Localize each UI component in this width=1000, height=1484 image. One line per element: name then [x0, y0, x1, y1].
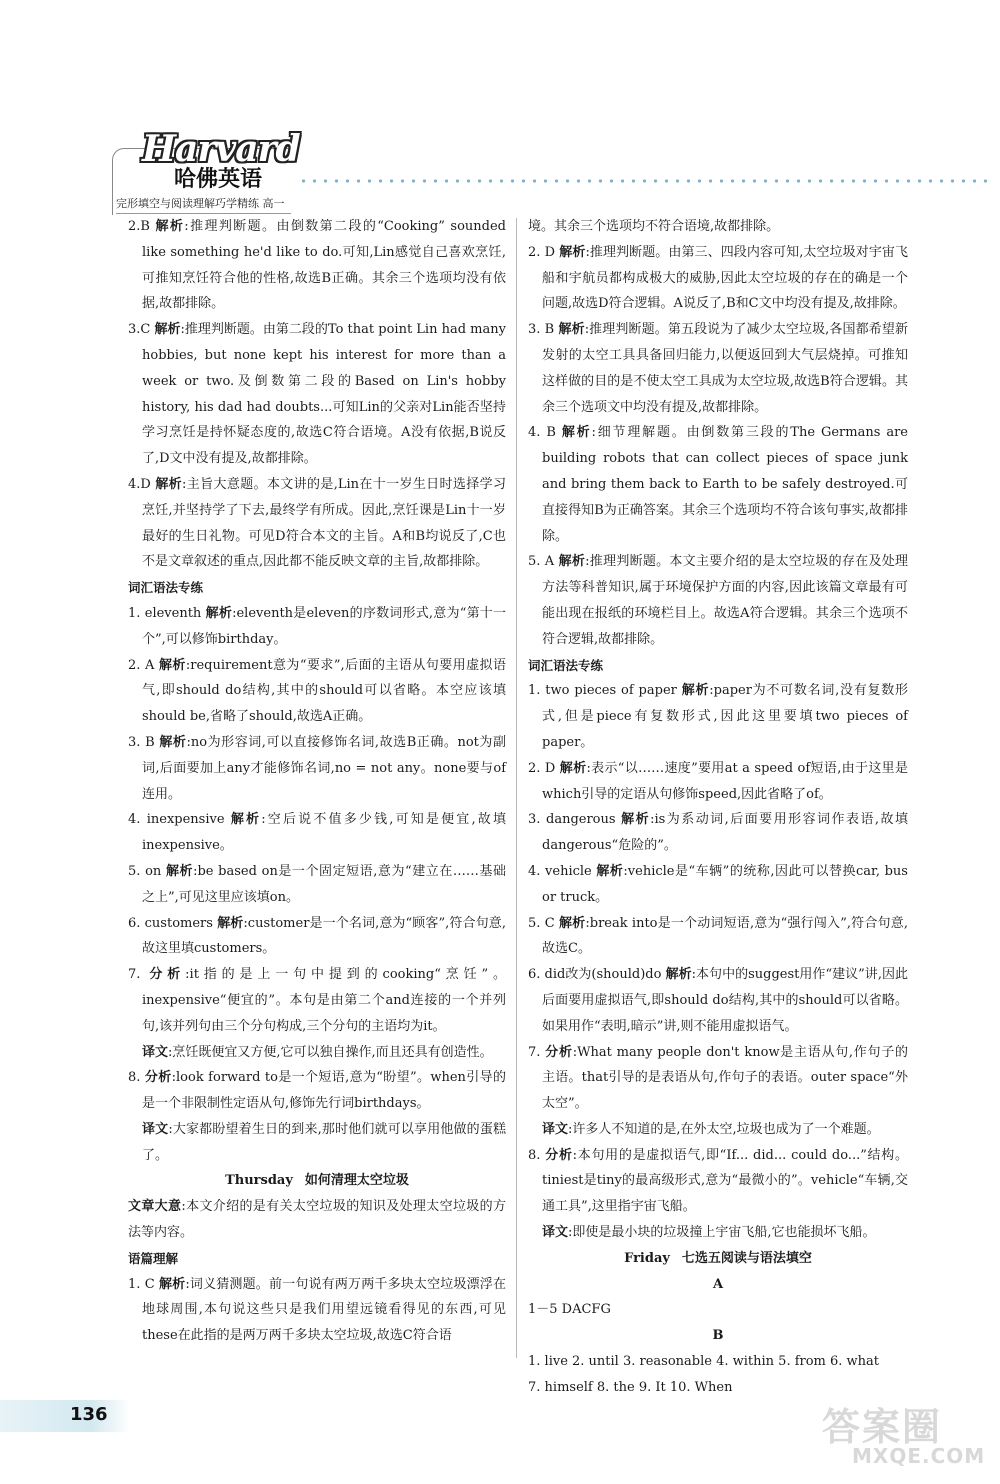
- answer-item: [528, 859, 908, 911]
- left-column: [128, 214, 506, 1349]
- answer-text: :推理判断题。第五段说为了减少太空垃圾,各国都希望新发射的太空工具具备回归能力,以便返回到大气层烧掉。可推知这样做的目的是不使太空工具成为太空垃圾,故选B符合逻辑。其余三个选项文中均没有提及,故都排除。: [542, 322, 908, 415]
- part-heading: [528, 1272, 908, 1298]
- answer-key: 4. inexpensive: [128, 812, 225, 828]
- answer-item: [128, 962, 506, 1039]
- translation-line: [128, 1117, 506, 1169]
- section-title: 词汇语法专练: [528, 657, 604, 673]
- answer-key: 8.: [528, 1147, 541, 1163]
- answer-label: 解析: [559, 244, 586, 260]
- summary-paragraph: [128, 1194, 506, 1246]
- answer-text: :推理判断题。由第二段的To that point Lin had many hobbies, but none kept his interest for more than a week or two.及倒数第二段的Based on Lin's hobby history, his dad had doubts...可知Lin的父亲对Lin能否坚持学习烹饪是持怀疑态度的,故选C符合语境。A没有依据,B说反了,D文中没有提及,故都排除。: [142, 322, 506, 467]
- logo-chinese-title: 哈佛英语: [174, 167, 263, 192]
- answer-label: 解析: [681, 683, 710, 699]
- page-number-tab: [0, 1400, 130, 1432]
- summary-label: 文章大意: [128, 1199, 182, 1215]
- answer-text: :is为系动词,后面要用形容词作表语,故填dangerous“危险的”。: [542, 812, 908, 854]
- answer-label: 解析: [155, 219, 185, 234]
- answer-item: [528, 756, 908, 808]
- answer-item: [528, 317, 908, 420]
- summary-text: :本文介绍的是有关太空垃圾的知识及处理太空垃圾的方法等内容。: [128, 1199, 506, 1241]
- answer-item: [128, 601, 506, 653]
- line-text: 境。其余三个选项均不符合语境,故都排除。: [528, 219, 780, 234]
- answer-key: 4.D: [128, 476, 151, 492]
- answer-key: 1. C: [128, 1276, 155, 1292]
- answer-item: [128, 653, 506, 730]
- answer-item: [128, 214, 506, 317]
- translation-text: :即使是最小块的垃圾撞上宇宙飞船,它也能损坏飞船。: [568, 1225, 876, 1241]
- answer-label: 解析: [558, 554, 586, 570]
- answer-item: [128, 317, 506, 472]
- translation-label: 译文: [142, 1121, 169, 1137]
- answer-line: [528, 1297, 908, 1323]
- answer-key: 1. eleventh: [128, 605, 202, 621]
- answer-key: 6. customers: [128, 915, 213, 931]
- book-subtitle: 完形填空与阅读理解巧学精练 高一: [116, 195, 291, 214]
- part-heading: [528, 1323, 908, 1349]
- answer-label: 解析: [158, 657, 186, 673]
- answer-label: 解析: [159, 734, 187, 750]
- answer-text: :no为形容词,可以直接修饰名词,故选B正确。not为副词,后面要加上any才能修饰名词,no = not any。none要与of连用。: [142, 734, 506, 802]
- answer-text: :本句用的是虚拟语气,即“If... did... could do...”结构。tiniest是tiny的最高级形式,意为“最微小的”。vehicle“车辆,交通工具”,这里指宇宙飞船。: [542, 1147, 908, 1215]
- answer-label: 分析: [545, 1044, 573, 1060]
- answer-item: [128, 911, 506, 963]
- translation-line: [528, 1220, 908, 1246]
- continued-text: [528, 214, 908, 240]
- watermark-url: MXQE.COM: [852, 1444, 986, 1468]
- answer-label: 分析: [144, 1070, 172, 1086]
- part-letter: A: [712, 1276, 724, 1292]
- answer-label: 分析: [149, 967, 186, 983]
- answer-label: 解析: [165, 863, 194, 879]
- section-title: 词汇语法专练: [128, 580, 204, 596]
- answer-key: 1. two pieces of paper: [528, 683, 677, 699]
- answer-line: [528, 1349, 908, 1375]
- logo-harvard: Harvard: [142, 128, 300, 170]
- answer-key: 5. on: [128, 863, 162, 879]
- answer-label: 解析: [559, 760, 587, 776]
- answer-item: [528, 678, 908, 755]
- answer-key: 4. B: [528, 425, 556, 441]
- answer-key: 5. A: [528, 554, 555, 570]
- answer-label: 解析: [621, 812, 651, 828]
- section-title: 语篇理解: [128, 1250, 179, 1266]
- answer-key: 3.C: [128, 322, 151, 338]
- answer-text: :customer是一个名词,意为“顾客”,符合句意,故这里填customers。: [142, 915, 506, 957]
- translation-text: :许多人不知道的是,在外太空,垃圾也成为了一个难题。: [568, 1121, 880, 1137]
- watermark: [812, 1396, 992, 1480]
- answer-text: :推理判断题。由倒数第二段的“Cooking” sounded like something he'd like to do.可知,Lin感觉自己喜欢烹饪,可推知烹饪符合他的性格,故选B正确。其余三个选项均没有依据,故都排除。: [142, 219, 506, 312]
- answer-item: [528, 962, 908, 1039]
- line-text: 1－5 DACFG: [528, 1302, 611, 1318]
- answer-label: 解析: [561, 425, 592, 441]
- page-number: 136: [70, 1404, 108, 1425]
- answer-text: :表示“以……速度”要用at a speed of短语,由于这里是which引导的定语从句修饰speed,因此省略了of。: [542, 760, 908, 802]
- section-heading: [128, 1246, 506, 1272]
- answer-key: 3. dangerous: [528, 812, 616, 828]
- answer-text: :空后说不值多少钱,可知是便宜,故填inexpensive。: [142, 812, 506, 854]
- answer-text: :requirement意为“要求”,后面的主语从句要用虚拟语气,即should do结构,其中的should可以省略。本空应该填should be,省略了should,故选A正确。: [142, 657, 506, 725]
- answer-item: [528, 420, 908, 549]
- answer-label: 解析: [596, 863, 624, 879]
- answer-item: [528, 240, 908, 317]
- answer-item: [528, 807, 908, 859]
- day-name: Friday: [624, 1250, 670, 1266]
- answer-label: 解析: [217, 915, 244, 931]
- section-heading: [128, 575, 506, 601]
- translation-line: [528, 1117, 908, 1143]
- section-heading: [528, 653, 908, 679]
- answer-item: [128, 730, 506, 807]
- part-letter: B: [712, 1328, 724, 1344]
- answer-text: :本句中的suggest用作“建议”讲,因此后面要用虚拟语气,即should do结构,其中的should可以省略。如果用作“表明,暗示”讲,则不能用虚拟语气。: [542, 967, 908, 1034]
- answer-item: [528, 911, 908, 963]
- answer-item: [528, 549, 908, 652]
- answer-key: 6. did改为(should)do: [528, 967, 662, 983]
- answer-item: [528, 1143, 908, 1220]
- answer-text: :paper为不可数名词,没有复数形式,但是piece有复数形式,因此这里要填two pieces of paper。: [542, 683, 908, 750]
- watermark-logo: 答案圈: [822, 1405, 943, 1449]
- answer-key: 8.: [128, 1070, 141, 1086]
- answer-key: 7.: [128, 967, 141, 983]
- answer-label: 解析: [558, 322, 585, 338]
- answer-text: :主旨大意题。本文讲的是,Lin在十一岁生日时选择学习烹饪,并坚持学了下去,最终学有所成。因此,烹饪课是Lin十一岁最好的生日礼物。可见D符合本文的主旨。A和B均说反了,C也不是文章叙述的重点,因此都不能反映文章的主旨,故都排除。: [142, 476, 506, 570]
- answer-label: 解析: [154, 322, 181, 338]
- answer-text: :vehicle是“车辆”的统称,因此可以替换car, bus or truck。: [542, 863, 908, 905]
- answer-key: 2. D: [528, 244, 556, 260]
- page-header: [112, 128, 992, 218]
- translation-text: :大家都盼望着生日的到来,那时他们就可以享用他做的蛋糕了。: [142, 1121, 506, 1163]
- answer-text: :推理判断题。由第三、四段内容可知,太空垃圾对宇宙飞船和宇航员都构成极大的威胁,因此太空垃圾的存在的确是一个问题,故选D符合逻辑。A说反了,B和C文中均没有提及,故排除。: [542, 244, 908, 312]
- answer-label: 解析: [158, 1276, 186, 1292]
- answer-label: 解析: [665, 967, 692, 983]
- column-divider: [516, 218, 517, 1358]
- answer-item: [128, 472, 506, 575]
- answer-text: :What many people don't know是主语从句,作句子的主语。that引导的是表语从句,作句子的表语。outer space“外太空”。: [542, 1044, 908, 1112]
- answer-text: :细节理解题。由倒数第三段的The Germans are building robots that can collect pieces of space junk and bring them back to Earth to be safely destroyed.可直接得知B为正确答案。其余三个选项均不符合该句事实,故都排除。: [542, 425, 908, 544]
- answer-text: :词义猜测题。前一句说有两万两千多块太空垃圾漂浮在地球周围,本句说这些只是我们用望远镜看得见的东西,可见these在此指的是两万两千多块太空垃圾,故选C符合语: [142, 1276, 506, 1344]
- line-text: 7. himself 8. the 9. It 10. When: [528, 1379, 733, 1395]
- translation-label: 译文: [542, 1121, 569, 1137]
- answer-item: [128, 1065, 506, 1117]
- answer-text: :it指的是上一句中提到的cooking“烹饪”。inexpensive“便宜的”。本句是由第二个and连接的一个并列句,该并列句由三个分句构成,三个分句的主语均为it。: [142, 967, 506, 1034]
- answer-key: 3. B: [528, 322, 555, 338]
- day-heading: [528, 1246, 908, 1272]
- day-topic: 七选五阅读与语法填空: [681, 1250, 812, 1266]
- translation-label: 译文: [142, 1044, 169, 1060]
- right-column: [528, 214, 908, 1401]
- answer-item: [528, 1040, 908, 1117]
- answer-text: :break into是一个动词短语,意为“强行闯入”,符合句意,故选C。: [542, 915, 909, 957]
- answer-text: :look forward to是一个短语,意为“盼望”。when引导的是一个非限制性定语从句,修饰先行词birthdays。: [142, 1070, 506, 1112]
- answer-key: 2.B: [128, 219, 150, 234]
- answer-item: [128, 807, 506, 859]
- line-text: 1. live 2. until 3. reasonable 4. within 5. from 6. what: [528, 1354, 880, 1370]
- day-topic: 如何清理太空垃圾: [304, 1173, 409, 1189]
- answer-text: :推理判断题。本文主要介绍的是太空垃圾的存在及处理方法等科普知识,属于环境保护方面的内容,因此该篇文章最有可能出现在报纸的环境栏目上。故选A符合逻辑。其余三个选项不符合逻辑,故都排除。: [542, 554, 908, 647]
- answer-key: 3. B: [128, 734, 155, 750]
- answer-key: 5. C: [528, 915, 555, 931]
- header-dotted-rule: [298, 178, 988, 184]
- answer-label: 解析: [155, 476, 183, 492]
- answer-label: 解析: [205, 605, 233, 621]
- answer-item: [128, 1272, 506, 1349]
- answer-label: 解析: [559, 915, 586, 931]
- answer-key: 2. A: [128, 657, 155, 673]
- answer-label: 分析: [545, 1147, 573, 1163]
- answer-key: 7.: [528, 1044, 541, 1060]
- day-name: Thursday: [225, 1173, 293, 1189]
- translation-text: :烹饪既便宜又方便,它可以独自操作,而且还具有创造性。: [168, 1044, 493, 1060]
- day-heading: [128, 1168, 506, 1194]
- answer-key: 4. vehicle: [528, 863, 592, 879]
- answer-item: [128, 859, 506, 911]
- translation-line: [128, 1040, 506, 1066]
- translation-label: 译文: [542, 1225, 569, 1241]
- answer-key: 2. D: [528, 760, 556, 776]
- answer-label: 解析: [230, 812, 262, 828]
- answer-text: :be based on是一个固定短语,意为“建立在……基础之上”,可见这里应该填on。: [142, 863, 506, 905]
- answer-text: :eleventh是eleven的序数词形式,意为“第十一个”,可以修饰birthday。: [142, 605, 506, 647]
